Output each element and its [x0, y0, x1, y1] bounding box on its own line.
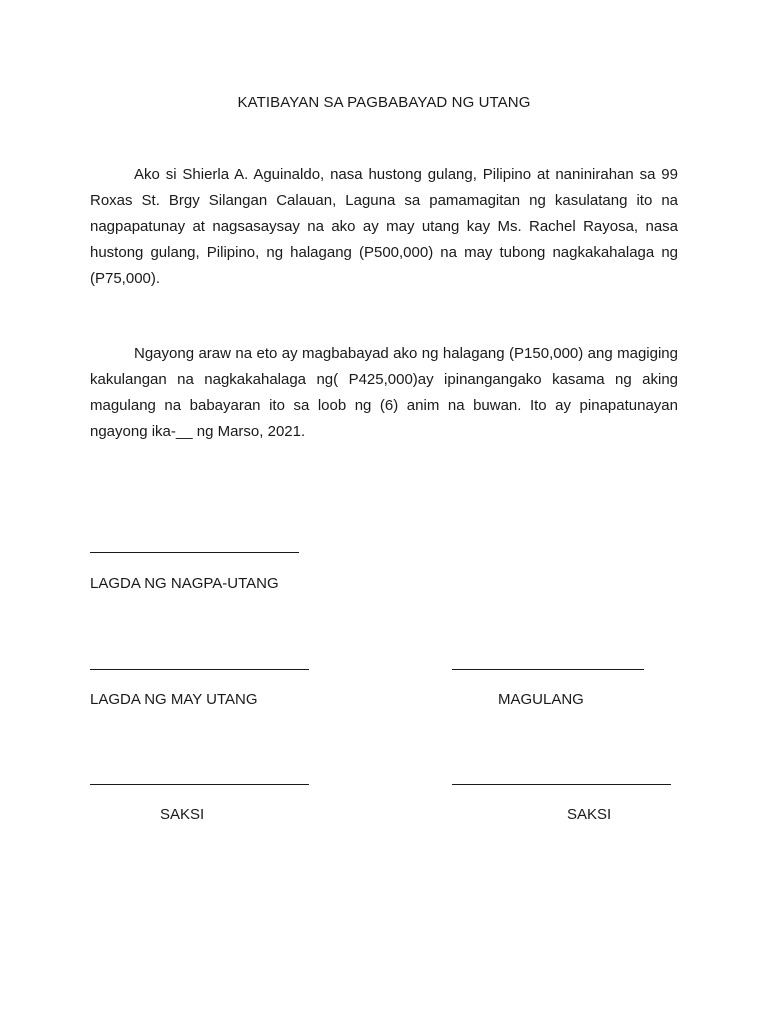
signature-line-saksi-left	[90, 784, 309, 785]
document-title: KATIBAYAN SA PAGBABAYAD NG UTANG	[237, 94, 531, 111]
paragraph-payment-promise: Ngayong araw na eto ay magbabayad ako ng halagang (P150,000) ang magiging kakulangan na nagkakahalaga ng( P425,000)ay ipinangangako kasama ng aking magulang na babayaran ito sa loob ng (6) anim na buwan. Ito ay pinapatunayan ngayong ika-__ ng Marso, 2021.	[90, 345, 678, 440]
signature-label-nagpa-utang: LAGDA NG NAGPA-UTANG	[90, 575, 279, 592]
signature-label-may-utang: LAGDA NG MAY UTANG	[90, 691, 258, 708]
paragraph-debt-statement: Ako si Shierla A. Aguinaldo, nasa hustong gulang, Pilipino at naninirahan sa 99 Roxas St. Brgy Silangan Calauan, Laguna sa pamamagitan ng kasulatang ito na nagpapatunay at nagsasaysay na ako ay may utang kay Ms. Rachel Rayosa, nasa hustong gulang, Pilipino, ng halagang (P500,000) na may tubong nagkakahalaga ng (P75,000).	[90, 166, 678, 287]
signature-label-saksi-left: SAKSI	[160, 806, 205, 823]
signature-label-magulang: MAGULANG	[498, 691, 584, 708]
signature-line-magulang	[452, 669, 644, 670]
signature-line-nagpa-utang	[90, 552, 299, 553]
signature-line-saksi-right	[452, 784, 671, 785]
signature-label-saksi-right: SAKSI	[567, 806, 612, 823]
signature-line-may-utang	[90, 669, 309, 670]
